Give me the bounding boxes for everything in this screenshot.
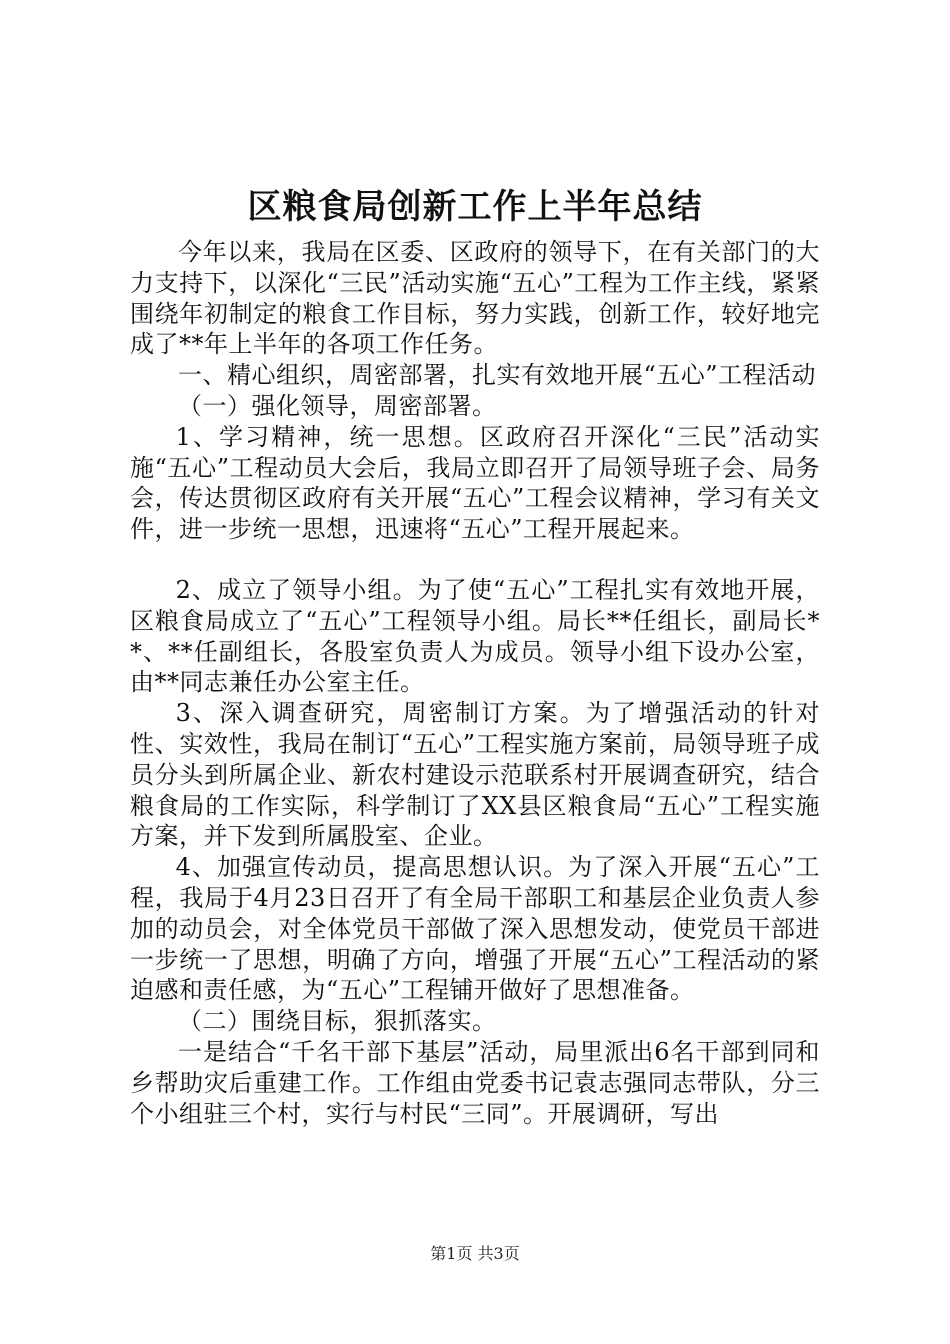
item-paragraph-4: 4、加强宣传动员，提高思想认识。为了深入开展“五心”工程，我局于4月23日召开了有全局干部职工和基层企业负责人参加的动员会，对全体党员干部做了深入思想发动，使党员干部进一步统一了思想，明确了方向，增强了开展“五心”工程活动的紧迫感和责任感，为“五心”工程铺开做好了思想准备。 [130, 853, 820, 1005]
subsection-heading-1: （一）强化领导，周密部署。 [178, 391, 497, 420]
document-title: 区粮食局创新工作上半年总结 [247, 187, 703, 227]
section-heading-1: 一、精心组织，周密部署，扎实有效地开展“五心”工程活动 [178, 361, 817, 390]
item-paragraph-1: 1、学习精神，统一思想。区政府召开深化“三民”活动实施“五心”工程动员大会后，我局立即召开了局领导班子会、局务会，传达贯彻区政府有关开展“五心”工程会议精神，学习有关文件，进一步统一思想，迅速将“五心”工程开展起来。 [130, 422, 820, 544]
document-body [130, 237, 820, 1129]
item-paragraph-5: 一是结合“千名干部下基层”活动，局里派出6名干部到同和乡帮助灾后重建工作。工作组由党委书记袁志强同志带队，分三个小组驻三个村，实行与村民“三同”。开展调研，写出 [130, 1037, 820, 1128]
item-paragraph-3: 3、深入调查研究，周密制订方案。为了增强活动的针对性、实效性，我局在制订“五心”工程实施方案前，局领导班子成员分头到所属企业、新农村建设示范联系村开展调查研究，结合粮食局的工作实际，科学制订了XX县区粮食局“五心”工程实施方案，并下发到所属股室、企业。 [130, 699, 820, 851]
subsection-heading-2: （二）围绕目标，狠抓落实。 [178, 1007, 497, 1036]
intro-paragraph: 今年以来，我局在区委、区政府的领导下，在有关部门的大力支持下，以深化“三民”活动实施“五心”工程为工作主线，紧紧围绕年初制定的粮食工作目标，努力实践，创新工作，较好地完成了**年上半年的各项工作任务。 [130, 238, 820, 359]
paragraph-spacer [130, 545, 820, 575]
page-footer: 第1页 共3页 [430, 1244, 520, 1263]
item-paragraph-2: 2、成立了领导小组。为了使“五心”工程扎实有效地开展，区粮食局成立了“五心”工程领导小组。局长**任组长，副局长**、**任副组长，各股室负责人为成员。领导小组下设办公室，由**同志兼任办公室主任。 [130, 575, 820, 697]
